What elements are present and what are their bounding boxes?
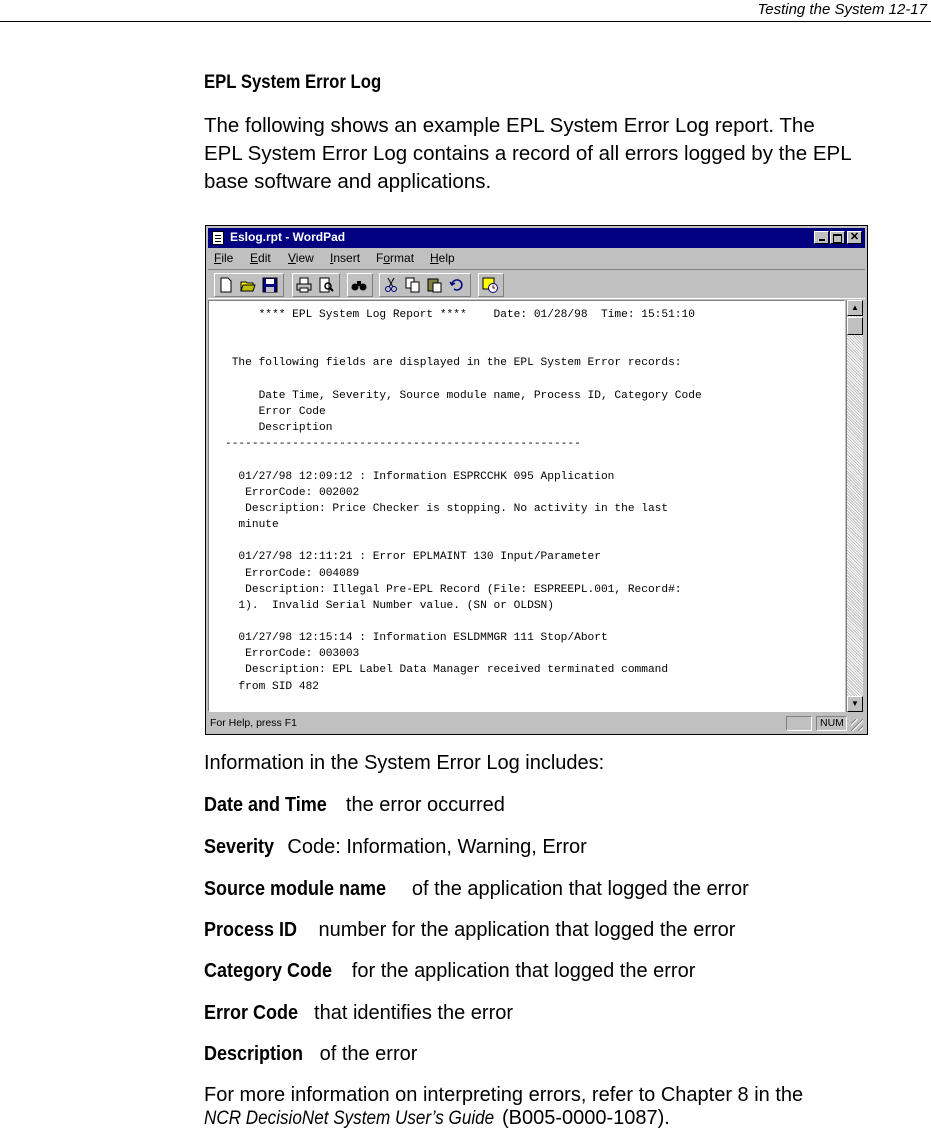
arrow-up-icon: ▲ <box>851 303 859 312</box>
paste-icon <box>426 276 444 294</box>
date-time-button[interactable] <box>479 274 501 296</box>
menu-help[interactable]: Help <box>430 251 455 265</box>
print-preview-icon <box>317 276 335 294</box>
menu-insert[interactable]: Insert <box>330 251 361 265</box>
intro-line: base software and applications. <box>204 170 492 193</box>
list-item <box>204 794 505 817</box>
maximize-icon <box>833 234 842 243</box>
wordpad-app-icon[interactable] <box>212 231 224 245</box>
close-button[interactable] <box>847 231 862 244</box>
page-header <box>0 0 931 22</box>
toolbar-edit-group <box>379 273 471 297</box>
toolbar-find-group <box>347 273 373 297</box>
print-button[interactable] <box>293 274 315 296</box>
item-desc: Code: Information, Warning, Error <box>281 836 587 858</box>
new-button[interactable] <box>215 274 237 296</box>
date-time-icon <box>481 276 499 294</box>
menu-edit[interactable]: Edit <box>250 251 271 265</box>
vertical-scrollbar[interactable] <box>846 300 863 712</box>
document-text[interactable]: **** EPL System Log Report **** Date: 01/28/98 Time: 15:51:10 The following fields are displayed in the EPL System Error records: Date Time, Severity, Source module name, Process ID, Category Code Error Code Description ----------------------------------------------------- 01/27/98 12:09:12 : Information ESPRCCHK 095 Application ErrorCode: 002002 Description: Price Checker is stopping. No activity in the last minute 01/27/98 12:11:21 : Error EPLMAINT 130 Input/Parameter ErrorCode: 004089 Description: Illegal Pre-EPL Record (File: ESPREEPL.001, Record#: 1). Invalid Serial Number value. (SN or OLDSN) 01/27/98 12:15:14 : Information ESLDMMGR 111 Stop/Abort ErrorCode: 003003 Description: EPL Label Data Manager received terminated command from SID 482 <box>225 309 702 693</box>
menu-view-key: V <box>288 251 296 265</box>
window-title: Eslog.rpt - WordPad <box>230 230 346 244</box>
item-term: Source module name <box>204 878 387 900</box>
status-bar <box>208 715 865 732</box>
print-icon <box>295 276 313 294</box>
new-icon <box>217 276 235 294</box>
list-item <box>204 1043 417 1066</box>
status-panel-empty <box>786 716 812 731</box>
item-term: Date and Time <box>204 794 327 816</box>
toolbar <box>208 269 865 299</box>
undo-icon <box>448 276 466 294</box>
scroll-down-button[interactable] <box>847 696 863 712</box>
save-icon <box>261 276 279 294</box>
find-icon <box>350 276 368 294</box>
open-button[interactable] <box>237 274 259 296</box>
book-title: NCR DecisioNet System User’s Guide <box>204 1108 495 1129</box>
intro-line: The following shows an example EPL System Error Log report. The <box>204 114 815 137</box>
status-num-indicator: NUM <box>816 716 847 731</box>
section-title: EPL System Error Log <box>204 72 382 93</box>
list-item <box>204 836 587 859</box>
copy-button[interactable] <box>402 274 424 296</box>
list-item <box>204 960 695 983</box>
item-term: Category Code <box>204 960 333 982</box>
scroll-thumb[interactable] <box>847 317 863 335</box>
item-term: Process ID <box>204 919 298 941</box>
wordpad-window <box>205 225 868 735</box>
status-help-text: For Help, press F1 <box>210 717 297 729</box>
menu-insert-key: I <box>330 251 334 265</box>
open-icon <box>239 276 257 294</box>
cut-button[interactable] <box>380 274 402 296</box>
save-button[interactable] <box>259 274 281 296</box>
minimize-button[interactable] <box>814 231 829 244</box>
closing-line: For more information on interpreting errors, refer to Chapter 8 in the <box>204 1084 804 1106</box>
menu-file-key: F <box>214 251 222 265</box>
item-term: Severity <box>204 836 275 858</box>
menu-edit-key: E <box>250 251 259 265</box>
minimize-icon <box>819 239 825 241</box>
toolbar-insert-group <box>478 273 504 297</box>
list-item <box>204 919 735 942</box>
info-intro: Information in the System Error Log includes: <box>204 752 605 774</box>
document-area[interactable] <box>208 300 845 712</box>
maximize-button[interactable] <box>830 231 845 244</box>
close-icon: ✕ <box>849 231 860 243</box>
menu-view[interactable]: View <box>288 251 314 265</box>
paste-button[interactable] <box>424 274 446 296</box>
copy-icon <box>404 276 422 294</box>
find-button[interactable] <box>348 274 370 296</box>
undo-button[interactable] <box>446 274 468 296</box>
item-desc: the error occurred <box>340 794 505 816</box>
cut-icon <box>382 276 400 294</box>
list-item <box>204 878 749 901</box>
menu-format[interactable]: Format <box>376 251 415 265</box>
item-term: Error Code <box>204 1002 299 1024</box>
toolbar-print-group <box>292 273 340 297</box>
intro-line: EPL System Error Log contains a record of all errors logged by the EPL <box>204 142 852 165</box>
toolbar-file-group <box>214 273 284 297</box>
resize-grip-icon[interactable] <box>851 719 863 731</box>
menu-bar <box>208 249 865 267</box>
intro-paragraph <box>204 112 929 196</box>
item-desc: for the application that logged the error <box>346 960 696 982</box>
item-desc: number for the application that logged the error <box>307 919 736 941</box>
item-desc: of the error <box>314 1043 418 1065</box>
item-desc: that identifies the error <box>308 1002 514 1024</box>
item-desc: of the application that logged the error <box>406 878 749 900</box>
menu-file[interactable]: File <box>214 251 234 265</box>
book-code: (B005-0000-1087). <box>496 1107 670 1129</box>
item-term: Description <box>204 1043 304 1065</box>
list-item <box>204 1002 513 1025</box>
closing-reference <box>204 1107 670 1130</box>
running-head: Testing the System 12-17 <box>757 1 927 18</box>
menu-format-key: o <box>383 251 391 265</box>
title-bar[interactable] <box>208 228 865 248</box>
print-preview-button[interactable] <box>315 274 337 296</box>
scroll-up-button[interactable] <box>847 300 863 316</box>
menu-help-key: H <box>430 251 439 265</box>
arrow-down-icon: ▼ <box>851 699 859 708</box>
